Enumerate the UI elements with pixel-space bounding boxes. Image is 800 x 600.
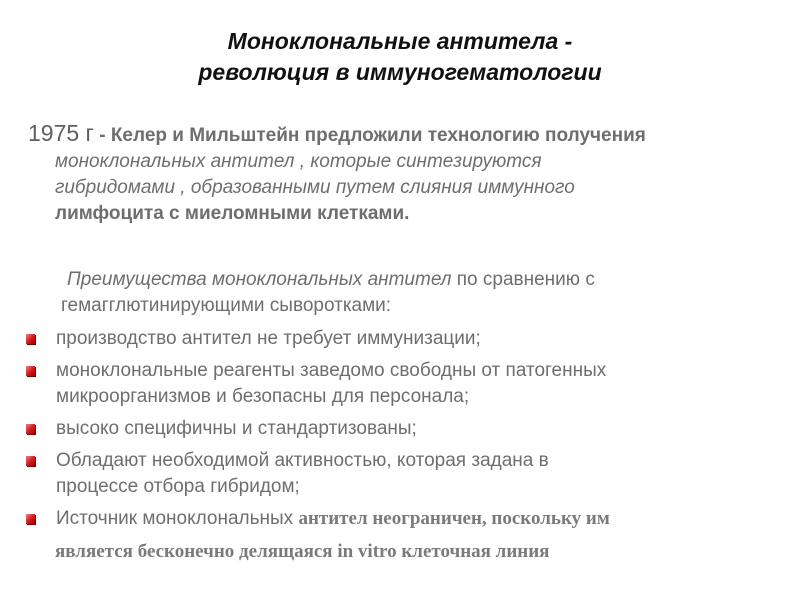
- title-line-2: революция в иммуногематологии: [198, 59, 602, 85]
- bullet-square-icon: [26, 366, 35, 376]
- advantages-heading-line-2: гемагглютинирующими сыворотками:: [61, 295, 392, 316]
- list-item-line: производство антител не требует иммунизации;: [56, 328, 481, 349]
- advantages-heading-rest: по сравнению с: [451, 269, 595, 290]
- intro-line-1-text: - Келер и Мильштейн предложили технологию получения: [93, 125, 646, 146]
- list-item-line: моноклональные реагенты заведомо свободны от патогенных: [56, 360, 607, 381]
- bullet-square-icon: [26, 514, 35, 524]
- slide-title: [0, 26, 800, 88]
- advantages-heading: [55, 267, 785, 319]
- list-item: [26, 326, 786, 352]
- list-item: [26, 358, 786, 410]
- intro-term-monoclonal: моноклональных антител: [55, 151, 295, 172]
- intro-paragraph: [28, 120, 778, 227]
- last-bullet-start: Источник моноклональных: [56, 508, 299, 529]
- intro-term-hybridoma: гибридомами: [55, 177, 176, 198]
- last-bullet-tail: антител неограничен, поскольку им: [298, 508, 610, 529]
- bullet-square-icon: [26, 334, 35, 344]
- intro-line-2: [28, 149, 778, 175]
- advantages-list: [26, 326, 786, 538]
- advantages-heading-line-1: [55, 267, 785, 293]
- list-item-line: [56, 506, 786, 532]
- intro-line-4: лимфоцита с миеломными клетками.: [55, 203, 410, 224]
- advantages-heading-em: Преимущества моноклональных антител: [67, 269, 452, 290]
- intro-line-2-text: , которые синтезируются: [294, 151, 542, 172]
- list-item: [26, 448, 786, 500]
- intro-line-3: [28, 175, 778, 201]
- intro-line-3-text: , образованными путем слияния иммунного: [175, 177, 575, 198]
- list-item-line: высоко специфичны и стандартизованы;: [56, 418, 417, 439]
- bullet-square-icon: [26, 424, 35, 434]
- intro-year: 1975 г: [28, 120, 94, 146]
- bullet-square-icon: [26, 456, 35, 466]
- list-item: [26, 416, 786, 442]
- intro-line-1: [28, 120, 778, 149]
- list-item-line: процессе отбора гибридом;: [56, 476, 300, 497]
- list-item-last: [26, 506, 786, 532]
- list-item-line: микроорганизмов и безопасны для персонала;: [56, 386, 470, 407]
- last-bullet-line-2: является бесконечно делящаяся in vitro клеточная линия: [55, 541, 550, 562]
- list-item-line: Обладают необходимой активностью, которая задана в: [56, 450, 549, 471]
- title-line-1: Моноклональные антитела -: [227, 28, 573, 54]
